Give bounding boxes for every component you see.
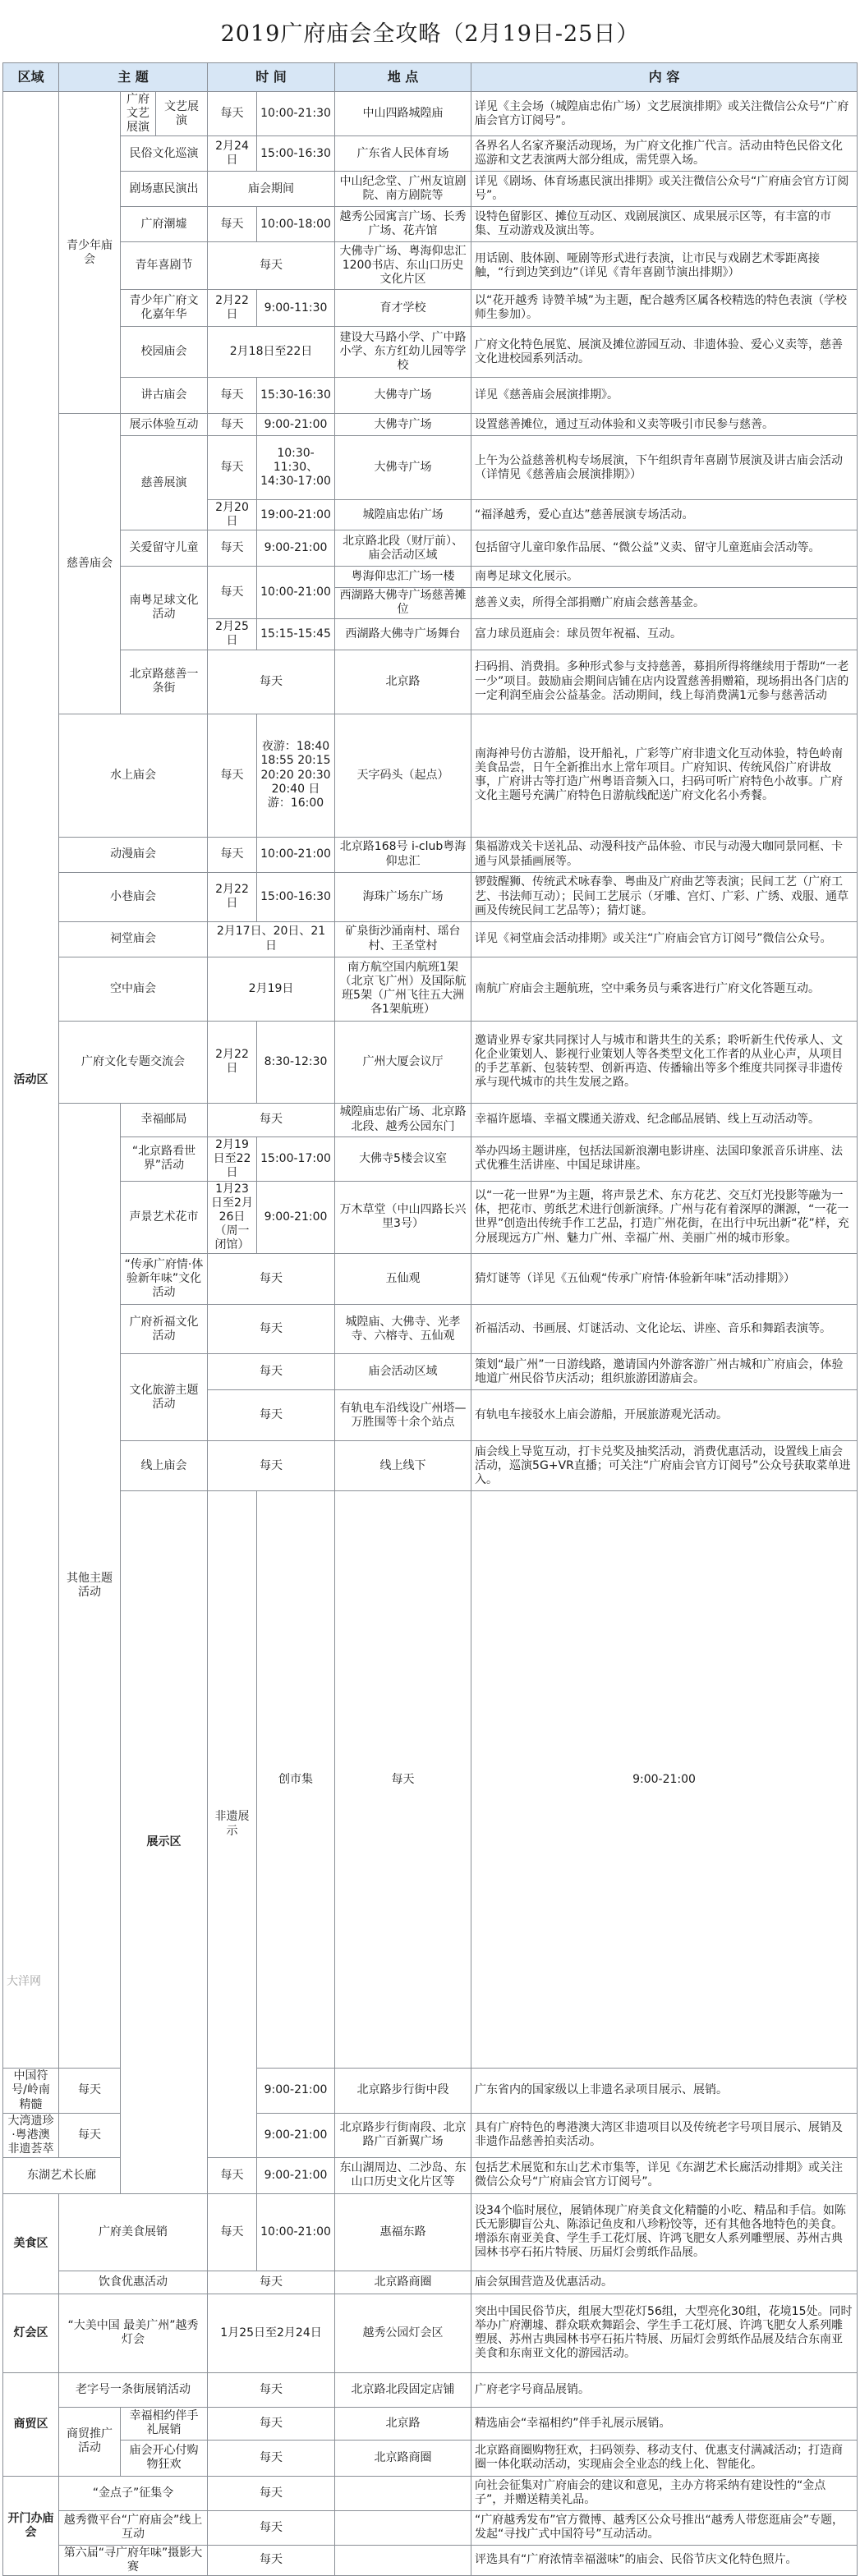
content-cell: 策划“最广州”一日游线路，邀请国内外游客游广州古城和广府庙会，体验地道广州民俗节庆活动；组织旅游团游庙会。 — [471, 1354, 858, 1390]
table-row — [3, 1103, 858, 1136]
datetime-cell: 每天 — [208, 2372, 335, 2407]
datetime-cell: 庙会期间 — [208, 172, 335, 207]
time-cell: 19:00-21:00 — [257, 500, 335, 530]
theme-cell: 越秀微平台“广府庙会”线上互动 — [59, 2510, 208, 2545]
time-cell: 9:00-21:00 — [257, 530, 335, 567]
theme-cell: 祠堂庙会 — [59, 921, 208, 957]
place-cell: 广东省人民体育场 — [335, 136, 471, 172]
theme-cell: 线上庙会 — [121, 1441, 208, 1491]
datetime-cell: 2月17日、20日、21日 — [208, 921, 335, 957]
theme-cell: 青少年广府文化嘉年华 — [121, 290, 208, 327]
place-cell: 北京路 — [335, 2407, 471, 2440]
time-cell: 9:00-21:00 — [257, 2157, 335, 2193]
schedule-table — [2, 62, 858, 2576]
place-cell — [335, 2510, 471, 2545]
table-row — [3, 1491, 858, 2069]
content-cell: 南粤足球文化展示。 — [471, 567, 858, 588]
place-cell: 大佛寺广场 — [335, 378, 471, 414]
theme-cell: 第六届“寻广府年味”摄影大赛 — [59, 2545, 208, 2575]
time-cell: 9:00-21:00 — [257, 2113, 335, 2157]
content-cell: 北京路商圈购物狂欢，扫码领券、移动支付、优惠支付满减活动；打造商圈一体化联动活动，实现庙会全业态的线上化、智能化。 — [471, 2440, 858, 2476]
table-row — [3, 2545, 858, 2575]
time-cell: 10:00-21:00 — [257, 2193, 335, 2271]
content-cell: 幸福许愿墙、幸福文牒通关游戏、纪念邮品展销、线上互动活动等。 — [471, 1103, 858, 1136]
datetime-cell: 每天 — [208, 2440, 335, 2476]
place-cell: 北京路北段（财厅前）、庙会活动区域 — [335, 530, 471, 567]
theme-cell: 校园庙会 — [121, 327, 208, 378]
content-cell: 举办四场主题讲座，包括法国新浪潮电影讲座、法国印象派音乐讲座、法式优雅生活讲座、中国足球讲座。 — [471, 1136, 858, 1181]
table-row — [3, 242, 858, 290]
content-cell: 慈善义卖，所得全部捐赠广府庙会慈善基金。 — [471, 588, 858, 618]
date-cell: 每天 — [208, 837, 257, 872]
place-cell: 大佛寺5楼会议室 — [335, 1136, 471, 1181]
header-place: 地 点 — [335, 63, 471, 92]
date-cell: 每天 — [208, 378, 257, 414]
place-cell: 北京路步行街中段 — [335, 2069, 471, 2113]
subgroup-cell — [121, 92, 208, 136]
date-cell: 2月19日至22日 — [208, 1136, 257, 1181]
group-cell: 商贸推广活动 — [59, 2407, 121, 2476]
place-cell: 大佛寺广场 — [335, 436, 471, 500]
theme-cell: 创市集 — [257, 1491, 335, 2069]
content-cell: 庙会线上导览互动，打卡兑奖及抽奖活动，消费优惠活动，设置线上庙会活动，巡演5G+VR直播；可关注“广府庙会官方订阅号”公众号获取菜单进入。 — [471, 1441, 858, 1491]
place-cell: 北京路步行街南段、北京路广百新翼广场 — [335, 2113, 471, 2157]
content-cell: 详见《祠堂庙会活动排期》或关注“广府庙会官方订阅号”微信公众号。 — [471, 921, 858, 957]
theme-cell: 北京路慈善一条街 — [121, 650, 208, 714]
table-row — [3, 1441, 858, 1491]
theme-cell: 幸福相约伴手礼展销 — [121, 2407, 208, 2440]
place-cell: 南方航空国内航班1架（北京飞广州）及国际航班5架（广州飞往五大洲各1架航班） — [335, 957, 471, 1021]
table-row — [3, 2510, 858, 2545]
content-cell: “福泽越秀，爱心直达”慈善展演专场活动。 — [471, 500, 858, 530]
theme-cell: 小巷庙会 — [59, 872, 208, 921]
header-theme: 主 题 — [59, 63, 208, 92]
content-cell: 用话剧、肢体剧、哑剧等形式进行表演，让市民与戏剧艺术零距离接触，“行到边笑到边”（详见《青年喜剧节演出排期》） — [471, 242, 858, 290]
table-row — [3, 957, 858, 1021]
date-cell: 2月22日 — [208, 1021, 257, 1103]
content-cell: 庙会氛围营造及优惠活动。 — [471, 2271, 858, 2294]
place-cell: 北京路 — [335, 650, 471, 714]
time-cell: 10:00-21:30 — [257, 92, 335, 136]
table-row — [3, 2271, 858, 2294]
datetime-cell: 每天 — [208, 1354, 335, 1390]
place-cell: 海珠广场东广场 — [335, 872, 471, 921]
content-cell: 详见《慈善庙会展演排期》。 — [471, 378, 858, 414]
table-row — [3, 2407, 858, 2440]
theme-cell: 讲古庙会 — [121, 378, 208, 414]
theme-cell: 东湖艺术长廊 — [3, 2157, 121, 2193]
place-cell: 城隍庙忠佑广场、北京路北段、越秀公园东门 — [335, 1103, 471, 1136]
datetime-cell: 每天 — [208, 2545, 335, 2575]
place-cell: 有轨电车沿线设广州塔—万胜围等十余个站点 — [335, 1390, 471, 1441]
time-cell: 15:30-16:30 — [257, 378, 335, 414]
place-cell: 矿泉街沙涌南村、瑶台村、王圣堂村 — [335, 921, 471, 957]
theme-cell: 民俗文化巡演 — [121, 136, 208, 172]
content-cell: 精选庙会“幸福相约”伴手礼展示展销。 — [471, 2407, 858, 2440]
zone-cell: 开门办庙会 — [3, 2476, 59, 2575]
theme-cell: 慈善展演 — [121, 436, 208, 530]
place-cell: 大佛寺广场 — [335, 414, 471, 436]
place-cell: 北京路北段固定店铺 — [335, 2372, 471, 2407]
table-row — [3, 714, 858, 837]
content-cell: 设34个临时展位，展销体现广府美食文化精髓的小吃、精品和手信。如陈氏无影脚盲公丸、陈添记鱼皮和八珍粉饺等，还有其他各地特色的美食。增添东南亚美食、学生手工花灯展、许鸿飞肥女人系列雕塑展、苏州古典园林书亭石拓片特展、历届灯会剪纸作品展。 — [471, 2193, 858, 2271]
theme-cell: 关爱留守儿童 — [121, 530, 208, 567]
content-cell: 富力球员逛庙会：球员贺年祝福、互动。 — [471, 618, 858, 650]
table-row — [3, 414, 858, 436]
datetime-cell: 1月25日至2月24日 — [208, 2294, 335, 2372]
content-cell: 祈福活动、书画展、灯谜活动、文化论坛、讲座、音乐和舞蹈表演等。 — [471, 1305, 858, 1354]
table-row — [3, 837, 858, 872]
time-cell: 9:00-21:00 — [257, 2069, 335, 2113]
datetime-cell: 每天 — [208, 2407, 335, 2440]
content-cell: 锣鼓醒狮、传统武术咏春拳、粤曲及广府曲艺等表演；民间工艺（广府工艺、书法师互动）；民间工艺展示（牙雕、宫灯、广彩、广绣、戏服、通草画及传统民间工艺品等）；猜灯谜。 — [471, 872, 858, 921]
content-cell: 设特色留影区、摊位互动区、戏剧展演区、成果展示区等，有丰富的市集、互动游戏及演出等。 — [471, 207, 858, 242]
content-cell: 突出中国民俗节庆，组展大型花灯56组，大型亮化30组，花境15处。同时举办广府潮墟、群众联欢舞蹈会、学生手工花灯展、许鸿飞肥女人系列雕塑展、苏州古典园林书亭石拓片特展、历届灯会剪纸作品展及结合东南亚美食和东南亚文化的游园活动。 — [471, 2294, 858, 2372]
table-row — [3, 921, 858, 957]
content-cell: 有轨电车接驳水上庙会游船，开展旅游观光活动。 — [471, 1390, 858, 1441]
time-cell: 10:00-21:00 — [257, 837, 335, 872]
table-row — [3, 1305, 858, 1354]
date-cell: 2月25日 — [208, 618, 257, 650]
date-cell: 每天 — [208, 92, 257, 136]
table-row — [3, 1254, 858, 1305]
theme-cell: 老字号一条街展销活动 — [59, 2372, 208, 2407]
time-cell: 9:00-21:00 — [471, 1491, 858, 2069]
place-cell: 越秀公园灯会区 — [335, 2294, 471, 2372]
table-row — [3, 136, 858, 172]
table-row — [3, 378, 858, 414]
time-cell: 8:30-12:30 — [257, 1021, 335, 1103]
time-cell: 15:00-16:30 — [257, 872, 335, 921]
content-cell: 包括留守儿童印象作品展、“微公益”义卖、留守儿童逛庙会活动等。 — [471, 530, 858, 567]
content-cell: 具有广府特色的粤港澳大湾区非遗项目以及传统老字号项目展示、展销及非遗作品慈善拍卖活动。 — [471, 2113, 858, 2157]
time-cell: 10:30-11:30、14:30-17:00 — [257, 436, 335, 500]
time-cell: 9:00-21:00 — [257, 1181, 335, 1253]
content-cell: 广府老字号商品展销。 — [471, 2372, 858, 2407]
content-cell: 猜灯谜等（详见《五仙观“传承广府情·体验新年味”活动排期》） — [471, 1254, 858, 1305]
date-cell: 每天 — [335, 1491, 471, 2069]
place-cell: 惠福东路 — [335, 2193, 471, 2271]
time-cell: 15:00-16:30 — [257, 136, 335, 172]
datetime-cell: 每天 — [208, 2271, 335, 2294]
table-row — [3, 436, 858, 500]
content-cell: “广府越秀发布”官方微博、越秀区公众号推出“越秀人带您逛庙会”专题，发起“寻找广式中国符号”互动活动。 — [471, 2510, 858, 2545]
place-cell: 大佛寺广场、粤海仰忠汇1200书店、东山口历史文化片区 — [335, 242, 471, 290]
theme-cell: 声景艺术花市 — [121, 1181, 208, 1253]
table-row — [3, 327, 858, 378]
theme-cell: 水上庙会 — [59, 714, 208, 837]
table-row — [3, 92, 858, 136]
table-row — [3, 1354, 858, 1390]
place-cell: 城隍庙、大佛寺、光孝寺、六榕寺、五仙观 — [335, 1305, 471, 1354]
content-cell: 邀请业界专家共同探讨人与城市和谐共生的关系；聆听新生代传承人、文化企业策划人、影视行业策划人等各类型文化工作者的从业心声，从项目的手艺革新、包装转型、创新再造、传播输出等多个维度共同探寻非遗传承与现代城市的共生发展之路。 — [471, 1021, 858, 1103]
datetime-cell: 每天 — [208, 1254, 335, 1305]
place-cell: 庙会活动区域 — [335, 1354, 471, 1390]
datetime-cell: 每天 — [208, 2476, 335, 2510]
place-cell: 东山湖周边、二沙岛、东山口历史文化片区等 — [335, 2157, 471, 2193]
place-cell: 天字码头（起点） — [335, 714, 471, 837]
time-cell: 夜游：18:40 18:55 20:15 20:20 20:30 20:40 日游：16:00 — [257, 714, 335, 837]
place-cell: 线上线下 — [335, 1441, 471, 1491]
place-cell: 西湖路大佛寺广场慈善摊位 — [335, 588, 471, 618]
date-cell: 每天 — [208, 530, 257, 567]
content-cell: 集福游戏关卡送礼品、动漫科技产品体验、市民与动漫大咖同景同框、卡通与风景插画展等。 — [471, 837, 858, 872]
datetime-cell: 每天 — [208, 650, 335, 714]
time-cell: 10:00-21:00 — [257, 567, 335, 618]
time-cell: 15:15-15:45 — [257, 618, 335, 650]
time-cell: 10:00-18:00 — [257, 207, 335, 242]
zone-cell: 灯会区 — [3, 2294, 59, 2372]
theme-cell: “大美中国 最美广州”越秀灯会 — [59, 2294, 208, 2372]
theme-cell: “北京路看世界”活动 — [121, 1136, 208, 1181]
content-cell: 南航广府庙会主题航班，空中乘务员与乘客进行广府文化答题互动。 — [471, 957, 858, 1021]
header-row — [3, 63, 858, 92]
content-cell: 向社会征集对广府庙会的建议和意见，主办方将采纳有建设性的“金点子”，并赠送精美礼品。 — [471, 2476, 858, 2510]
date-cell: 1月23日至2月26日（周一闭馆） — [208, 1181, 257, 1253]
watermark: 大洋网 — [7, 1975, 41, 1988]
date-cell: 每天 — [208, 2157, 257, 2193]
place-cell — [335, 2545, 471, 2575]
time-cell: 15:00-17:00 — [257, 1136, 335, 1181]
datetime-cell: 每天 — [208, 1441, 335, 1491]
content-cell: 详见《主会场（城隍庙忠佑广场）文艺展演排期》或关注微信公众号“广府庙会官方订阅号”。 — [471, 92, 858, 136]
content-cell: 上午为公益慈善机构专场展演，下午组织青年喜剧节展演及讲古庙会活动（详情见《慈善庙会展演排期》） — [471, 436, 858, 500]
content-cell: 广府文化特色展览、展演及摊位游园互动、非遗体验、爱心义卖等，慈善文化进校园系列活动。 — [471, 327, 858, 378]
content-cell: 包括艺术展览和东山艺术市集等，详见《东湖艺术长廊活动排期》或关注微信公众号“广府庙会官方订阅号”。 — [471, 2157, 858, 2193]
page-title: 2019广府庙会全攻略（2月19日-25日） — [220, 21, 640, 47]
table-row — [3, 2193, 858, 2271]
content-cell: 以“花开越秀 诗赞羊城”为主题，配合越秀区属各校精选的特色表演（学校师生参加）。 — [471, 290, 858, 327]
content-cell: 扫码捐、消费捐。多种形式参与支持慈善，募捐所得将继续用于帮助“一老一少”项目。鼓励庙会期间店铺在店内设置慈善捐赠箱，现场捐出各门店的一定利润至庙会公益基金。活动期间，线上每消费满1元参与慈善活动 — [471, 650, 858, 714]
place-cell — [335, 2476, 471, 2510]
group-cell: 青少年庙会 — [59, 92, 121, 414]
date-cell: 每天 — [208, 414, 257, 436]
date-cell: 每天 — [208, 436, 257, 500]
place-cell: 北京路商圈 — [335, 2271, 471, 2294]
place-cell: 城隍庙忠佑广场 — [335, 500, 471, 530]
datetime-cell: 2月18日至22日 — [208, 327, 335, 378]
table-row — [3, 290, 858, 327]
theme-cell: “金点子”征集令 — [59, 2476, 208, 2510]
place-cell: 建设大马路小学、广中路小学、东方红幼儿园等学校 — [335, 327, 471, 378]
date-cell: 每天 — [59, 2069, 121, 2113]
table-row — [3, 530, 858, 567]
theme-cell: 中国符号/岭南精髓 — [3, 2069, 59, 2113]
table-row — [3, 207, 858, 242]
content-cell: 各界名人名家齐聚活动现场，为广府文化推广代言。活动由特色民俗文化巡游和文艺表演两大部分组成，需凭票入场。 — [471, 136, 858, 172]
date-cell: 每天 — [208, 714, 257, 837]
place-cell: 五仙观 — [335, 1254, 471, 1305]
theme-cell: 青年喜剧节 — [121, 242, 208, 290]
theme-cell: 剧场惠民演出 — [121, 172, 208, 207]
zone-cell: 展示区 — [121, 1491, 208, 2194]
date-cell: 2月24日 — [208, 136, 257, 172]
date-cell: 2月22日 — [208, 872, 257, 921]
datetime-cell: 每天 — [208, 1103, 335, 1136]
place-cell: 育才学校 — [335, 290, 471, 327]
datetime-cell: 每天 — [208, 2510, 335, 2545]
place-cell: 粤海仰忠汇广场一楼 — [335, 567, 471, 588]
header-time: 时 间 — [208, 63, 335, 92]
place-cell: 中山四路城隍庙 — [335, 92, 471, 136]
theme-cell: 动漫庙会 — [59, 837, 208, 872]
theme-cell: 饮食优惠活动 — [59, 2271, 208, 2294]
table-row — [3, 2476, 858, 2510]
zone-cell: 美食区 — [3, 2193, 59, 2294]
place-cell: 北京路商圈 — [335, 2440, 471, 2476]
datetime-cell: 每天 — [208, 1305, 335, 1354]
theme-cell: 空中庙会 — [59, 957, 208, 1021]
header-content: 内 容 — [471, 63, 858, 92]
datetime-cell: 2月19日 — [208, 957, 335, 1021]
theme-cell: 展示体验互动 — [121, 414, 208, 436]
content-cell: 详见《剧场、体育场惠民演出排期》或关注微信公众号“广府庙会官方订阅号”。 — [471, 172, 858, 207]
header-zone: 区域 — [3, 63, 59, 92]
content-cell: 设置慈善摊位，通过互动体验和义卖等吸引市民参与慈善。 — [471, 414, 858, 436]
theme-cell: 大湾遗珍·粤港澳非遗荟萃 — [3, 2113, 59, 2157]
subgroup-label: 广府文艺展演 — [121, 92, 156, 135]
table-row — [3, 650, 858, 714]
table-row — [3, 1021, 858, 1103]
group-cell: 非遗展示 — [208, 1491, 257, 2158]
content-cell: 南海神号仿古游船，设开船礼，广彩等广府非遗文化互动体验，特色岭南美食品尝，日午全新推出水上常年项目。广府知识、传统风俗广府讲故事，广府讲古等打造广州粤语音频入口，扫码可听广府特色小故事。广府文化主题号充满广府特色日游航线配送广府文化名小秀餐。 — [471, 714, 858, 837]
date-cell: 每天 — [208, 567, 257, 618]
group-cell: 其他主题活动 — [59, 1103, 121, 2069]
date-cell: 每天 — [208, 2193, 257, 2271]
theme-cell: 文艺展演 — [164, 99, 199, 127]
zone-cell: 商贸区 — [3, 2372, 59, 2476]
date-cell: 每天 — [208, 207, 257, 242]
content-cell: 评选具有“广府浓情幸福滋味”的庙会、民俗节庆文化特色照片。 — [471, 2545, 858, 2575]
time-cell: 9:00-21:00 — [257, 414, 335, 436]
theme-cell: 幸福邮局 — [121, 1103, 208, 1136]
date-cell: 2月22日 — [208, 290, 257, 327]
datetime-cell: 每天 — [208, 242, 335, 290]
place-cell: 越秀公园寓言广场、长秀广场、花卉馆 — [335, 207, 471, 242]
date-cell: 2月20日 — [208, 500, 257, 530]
table-row — [3, 2294, 858, 2372]
theme-cell: 庙会开心付购物狂欢 — [121, 2440, 208, 2476]
table-row — [3, 567, 858, 588]
datetime-cell: 每天 — [208, 1390, 335, 1441]
zone-cell: 活动区 — [3, 92, 59, 2069]
time-cell: 9:00-11:30 — [257, 290, 335, 327]
content-cell: 以“一花一世界”为主题，将声景艺术、东方花艺、交互灯光投影等融为一体，把花市、剪纸艺术进行创新演绎。广州与花有着深厚的渊源，“一花一世界”创造出传统手作工艺品，打造广州花街，在出行中玩出新“花”样，充分展现远方广州、魅力广州、幸福广州、美丽广州的城市形象。 — [471, 1181, 858, 1253]
theme-cell: 广府文化专题交流会 — [59, 1021, 208, 1103]
place-cell: 西湖路大佛寺广场舞台 — [335, 618, 471, 650]
date-cell: 每天 — [59, 2113, 121, 2157]
place-cell: 北京路168号 i-club粤海仰忠汇 — [335, 837, 471, 872]
theme-cell: 广府潮墟 — [121, 207, 208, 242]
table-row — [3, 2440, 858, 2476]
table-row — [3, 1136, 858, 1181]
theme-cell: 南粤足球文化活动 — [121, 567, 208, 650]
group-cell: 慈善庙会 — [59, 414, 121, 714]
place-cell: 万木草堂（中山四路长兴里3号） — [335, 1181, 471, 1253]
place-cell: 中山纪念堂、广州友谊剧院、南方剧院等 — [335, 172, 471, 207]
table-row — [3, 1181, 858, 1253]
table-row — [3, 872, 858, 921]
place-cell: 广州大厦会议厅 — [335, 1021, 471, 1103]
theme-cell: “传承广府情·体验新年味”文化活动 — [121, 1254, 208, 1305]
table-row — [3, 172, 858, 207]
theme-cell: 文化旅游主题活动 — [121, 1354, 208, 1441]
table-row — [3, 2372, 858, 2407]
theme-cell: 广府祈福文化活动 — [121, 1305, 208, 1354]
theme-cell: 广府美食展销 — [59, 2193, 208, 2271]
content-cell: 广东省内的国家级以上非遗名录项目展示、展销。 — [471, 2069, 858, 2113]
